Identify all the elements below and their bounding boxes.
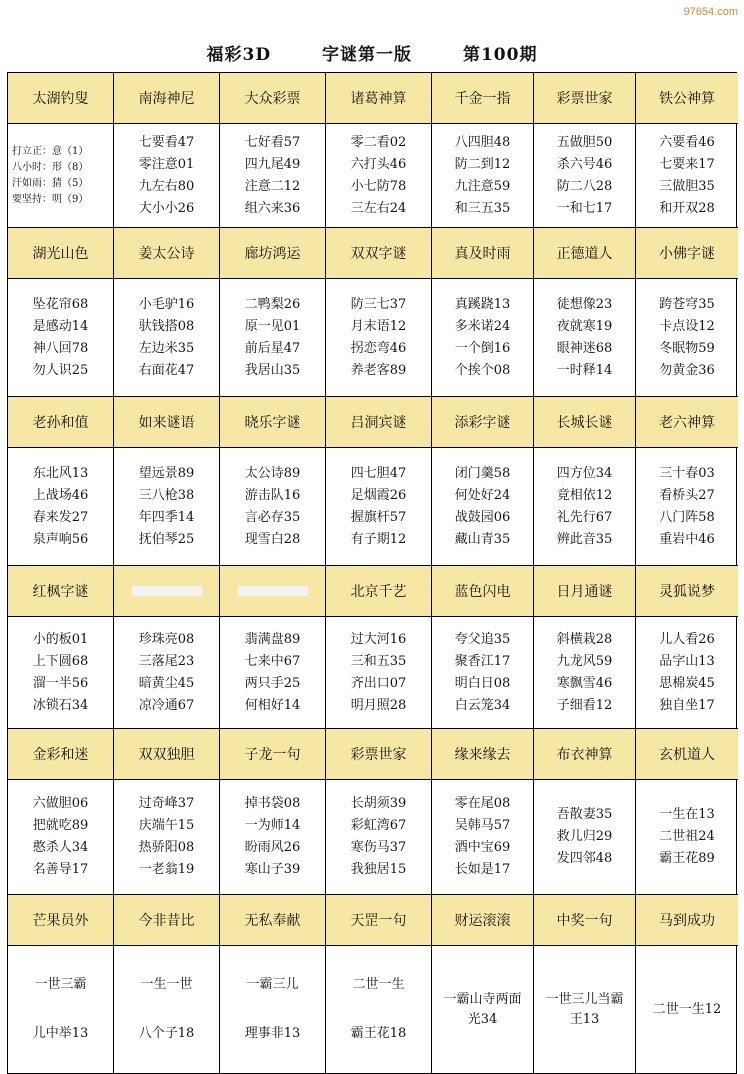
riddle-line: 杀六号46 [556,156,613,172]
riddle-cell [220,124,326,228]
riddle-line: 零在尾08 [454,796,511,811]
riddle-line: 春来发27 [32,509,89,525]
riddle-line: 发四邻48 [556,851,613,866]
riddle-line: 右面花47 [138,362,195,378]
riddle-line: 过奇峰37 [138,796,195,811]
riddle-line: 明月照28 [350,697,407,713]
riddle-line: 六做胆06 [32,796,89,811]
riddle-line: 多米诺24 [454,318,511,334]
riddle-line: 要坚持：明（9） [12,193,89,205]
riddle-line: 足烟霞26 [350,487,407,503]
riddle-cell [114,279,220,397]
riddle-line: 掉书袋08 [244,796,301,811]
riddle-cell [220,279,326,397]
riddle-line: 三和五35 [350,653,407,669]
riddle-line: 一霸山寺两面光34 [443,991,522,1027]
column-header: 双双字谜 [326,228,432,279]
riddle-line: 眼神迷68 [556,340,613,356]
riddle-line: 勿人识25 [32,362,89,378]
riddle-line: 夜就寒19 [556,318,613,334]
riddle-line: 九注意59 [454,178,511,194]
column-header [114,566,220,617]
riddle-line: 小毛驴16 [138,296,195,312]
riddle-line: 子细看12 [556,697,613,713]
column-header: 吕洞宾谜 [326,397,432,448]
riddle-line: 抚伯琴25 [138,531,195,547]
riddle-line: 热骄阳08 [138,840,195,855]
riddle-line: 吴韩马57 [454,818,511,833]
riddle-line: 何相好14 [244,697,301,713]
column-header: 添彩字谜 [432,397,534,448]
riddle-line: 大小小26 [138,200,195,216]
riddle-line: 救儿归29 [556,829,613,844]
riddle-line: 一老翁19 [138,862,195,877]
riddle-line: 一为师14 [244,818,301,833]
column-header: 晓乐字谜 [220,397,326,448]
riddle-line: 小的板01 [32,631,89,647]
riddle-cell [326,780,432,895]
riddle-line: 养老客89 [350,362,407,378]
riddle-line: 寒飘雪46 [556,675,613,691]
riddle-table [7,72,737,1074]
obscured-header [238,586,308,596]
column-header: 真及时雨 [432,228,534,279]
riddle-line: 神八回78 [32,340,89,356]
riddle-line: 辨此音35 [556,531,613,547]
riddle-cell [114,617,220,729]
column-header: 日月通谜 [534,566,636,617]
title-lottery: 福彩3D [206,45,272,65]
column-header: 布衣神算 [534,729,636,780]
column-header: 今非昔比 [114,895,220,946]
riddle-line: 注意二12 [244,178,301,194]
riddle-cell [220,946,326,1073]
riddle-line: 和开双28 [659,200,715,216]
column-header: 太湖钓叟 [8,73,114,124]
riddle-cell [326,124,432,228]
riddle-line: 三左右24 [350,200,407,216]
riddle-line: 防二八28 [556,178,613,194]
column-header: 彩票世家 [534,73,636,124]
riddle-line: 吾散妻35 [556,807,613,822]
riddle-line: 三落尾23 [138,653,195,669]
column-header: 金彩和迷 [8,729,114,780]
riddle-line: 七好看57 [244,134,301,150]
riddle-line: 现雪白28 [244,531,301,547]
riddle-line: 聚香江17 [454,653,511,669]
riddle-line: 六要看46 [659,134,715,150]
riddle-cell [114,946,220,1073]
riddle-cell [534,124,636,228]
riddle-cell [8,448,114,566]
riddle-line: 三做胆35 [659,178,715,194]
riddle-cell [534,780,636,895]
riddle-line: 长胡须39 [350,796,407,811]
riddle-line: 零二看02 [350,134,407,150]
column-header: 如来谜语 [114,397,220,448]
column-header: 天罡一句 [326,895,432,946]
riddle-cell [326,279,432,397]
riddle-line: 溜一半56 [32,675,89,691]
riddle-cell [636,617,738,729]
riddle-line: 品字山13 [659,653,715,669]
page-title [0,40,744,65]
riddle-line: 庆端午15 [138,818,195,833]
riddle-line: 原一见01 [244,318,301,334]
riddle-line: 八四胆48 [454,134,511,150]
riddle-line: 藏山青35 [454,531,511,547]
riddle-line: 月末语12 [350,318,407,334]
riddle-cell [534,946,636,1073]
riddle-line: 霸王花89 [659,851,715,866]
riddle-line: 憨杀人34 [32,840,89,855]
riddle-line: 把就吃89 [32,818,89,833]
riddle-line: 战鼓园06 [454,509,511,525]
riddle-cell [114,124,220,228]
column-header: 灵狐说梦 [636,566,738,617]
riddle-line: 八个子18 [138,1026,195,1042]
column-header: 长城长谜 [534,397,636,448]
riddle-line: 真蹊跷13 [454,296,511,312]
riddle-line: 一世三霸 [34,976,87,992]
riddle-line: 冰锁石34 [32,697,89,713]
riddle-cell [220,448,326,566]
riddle-cell [636,448,738,566]
riddle-line: 我独居15 [350,862,407,877]
riddle-line: 独自坐17 [659,697,715,713]
riddle-line: 齐出口07 [350,675,407,691]
riddle-line: 打立正：意（1） [12,145,89,157]
riddle-line: 思棉炭45 [659,675,715,691]
riddle-line: 太公诗89 [244,465,301,481]
riddle-cell [432,448,534,566]
riddle-line: 有子期12 [350,531,407,547]
riddle-line: 重岩中46 [659,531,715,547]
riddle-line: 跨苍穹35 [659,296,715,312]
riddle-line: 两只手25 [244,675,301,691]
riddle-cell [636,124,738,228]
obscured-header [132,586,202,596]
riddle-cell [8,617,114,729]
riddle-cell [326,617,432,729]
riddle-line: 一生一世 [140,976,193,992]
riddle-line: 霸王花18 [350,1026,407,1042]
riddle-line: 珍珠亮08 [138,631,195,647]
riddle-line: 寒伤马37 [350,840,407,855]
column-header: 老孙和值 [8,397,114,448]
riddle-line: 我居山35 [244,362,301,378]
title-name: 字谜第一版 [322,45,413,65]
column-header [220,566,326,617]
column-header: 铁公神算 [636,73,738,124]
riddle-line: 八小时：形（8） [12,161,89,173]
column-header: 彩票世家 [326,729,432,780]
column-header: 千金一指 [432,73,534,124]
column-header: 蓝色闪电 [432,566,534,617]
riddle-line: 上下圆68 [32,653,89,669]
riddle-cell [8,124,114,228]
riddle-cell [432,617,534,729]
riddle-cell [534,448,636,566]
title-issue: 第100期 [462,45,538,65]
riddle-cell [636,780,738,895]
riddle-line: 泉声响56 [32,531,89,547]
riddle-line: 驮钱搭08 [138,318,195,334]
riddle-line: 白云笼34 [454,697,511,713]
riddle-cell [8,279,114,397]
column-header: 湖光山色 [8,228,114,279]
riddle-cell [432,124,534,228]
riddle-line: 左边米35 [138,340,195,356]
column-header: 无私奉献 [220,895,326,946]
riddle-line: 竟相依12 [556,487,613,503]
riddle-cell [326,448,432,566]
riddle-line: 六打头46 [350,156,407,172]
riddle-cell [220,780,326,895]
column-header: 诸葛神算 [326,73,432,124]
riddle-line: 二世一生 [352,976,405,992]
column-header: 廊坊鸿运 [220,228,326,279]
riddle-line: 四方位34 [556,465,613,481]
column-header: 姜太公诗 [114,228,220,279]
riddle-cell [432,946,534,1073]
column-header: 北京千艺 [326,566,432,617]
riddle-cell [432,780,534,895]
riddle-line: 盼雨风26 [244,840,301,855]
riddle-line: 酒中宝69 [454,840,511,855]
riddle-line: 何处好24 [454,487,511,503]
riddle-line: 闭门羹58 [454,465,511,481]
riddle-line: 防三七37 [350,296,407,312]
riddle-line: 一和七17 [556,200,613,216]
riddle-line: 徒想像23 [556,296,613,312]
riddle-line: 凉冷通67 [138,697,195,713]
riddle-line: 组六来36 [244,200,301,216]
riddle-cell [326,946,432,1073]
column-header: 双双独胆 [114,729,220,780]
riddle-line: 四七胆47 [350,465,407,481]
riddle-line: 儿人看26 [659,631,715,647]
riddle-line: 寒山子39 [244,862,301,877]
riddle-line: 理事非13 [244,1026,301,1042]
riddle-line: 小七防78 [350,178,407,194]
riddle-line: 前后星47 [244,340,301,356]
riddle-line: 过大河16 [350,631,407,647]
riddle-line: 暗黄尘45 [138,675,195,691]
riddle-line: 五做胆50 [556,134,613,150]
riddle-line: 彩虹湾67 [350,818,407,833]
riddle-line: 望远景89 [138,465,195,481]
column-header: 红枫字谜 [8,566,114,617]
column-header: 小佛字谜 [636,228,738,279]
riddle-line: 七要看47 [138,134,195,150]
riddle-line: 三十春03 [659,465,715,481]
riddle-line: 二世一生12 [652,1001,722,1017]
riddle-line: 斜横栽28 [556,631,613,647]
riddle-line: 是感动14 [32,318,89,334]
riddle-line: 一生在13 [659,807,715,822]
riddle-line: 冬眠物59 [659,340,715,356]
column-header: 芒果员外 [8,895,114,946]
riddle-line: 游击队16 [244,487,301,503]
riddle-cell [220,617,326,729]
riddle-line: 卡点设12 [659,318,715,334]
riddle-line: 零注意01 [138,156,195,172]
riddle-cell [8,946,114,1073]
column-header: 正德道人 [534,228,636,279]
riddle-line: 勿黄金36 [659,362,715,378]
riddle-cell [534,279,636,397]
column-header: 玄机道人 [636,729,738,780]
riddle-cell [432,279,534,397]
riddle-line: 二鸭梨26 [244,296,301,312]
riddle-line: 个挨个08 [454,362,511,378]
riddle-line: 上战场46 [32,487,89,503]
column-header: 马到成功 [636,895,738,946]
riddle-cell [534,617,636,729]
column-header: 中奖一句 [534,895,636,946]
riddle-line: 和三五35 [454,200,511,216]
riddle-cell [8,780,114,895]
riddle-line: 一霸三儿 [246,976,299,992]
riddle-line: 明白日08 [454,675,511,691]
riddle-line: 夸父追35 [454,631,511,647]
riddle-line: 七要来17 [659,156,715,172]
riddle-line: 握旗杆57 [350,509,407,525]
riddle-line: 二世祖24 [659,829,715,844]
riddle-cell [114,448,220,566]
riddle-line: 防二到12 [454,156,511,172]
riddle-line: 三八枪38 [138,487,195,503]
riddle-line: 八门阵58 [659,509,715,525]
column-header: 南海神尼 [114,73,220,124]
riddle-line: 年四季14 [138,509,195,525]
column-header: 财运滚滚 [432,895,534,946]
riddle-line: 七来中67 [244,653,301,669]
riddle-line: 拐恋弯46 [350,340,407,356]
riddle-line: 九左右80 [138,178,195,194]
riddle-line: 一世三儿当霸王13 [545,991,624,1027]
riddle-line: 汗如雨：猜（5） [12,177,89,189]
riddle-line: 言必存35 [244,509,301,525]
riddle-line: 九龙风59 [556,653,613,669]
riddle-line: 长如是17 [454,862,511,877]
site-watermark: 97654.com [683,6,738,18]
riddle-cell [636,946,738,1073]
riddle-line: 坠花帘68 [32,296,89,312]
riddle-line: 一个倒16 [454,340,511,356]
riddle-cell [114,780,220,895]
riddle-line: 东北风13 [32,465,89,481]
riddle-line: 儿中举13 [32,1026,89,1042]
column-header: 子龙一句 [220,729,326,780]
column-header: 大众彩票 [220,73,326,124]
riddle-line: 四九尾49 [244,156,301,172]
riddle-line: 翡满盘89 [244,631,301,647]
column-header: 老六神算 [636,397,738,448]
riddle-line: 一时释14 [556,362,613,378]
riddle-line: 礼先行67 [556,509,613,525]
riddle-line: 名善导17 [32,862,89,877]
column-header: 缘来缘去 [432,729,534,780]
riddle-cell [636,279,738,397]
riddle-line: 看桥头27 [659,487,715,503]
